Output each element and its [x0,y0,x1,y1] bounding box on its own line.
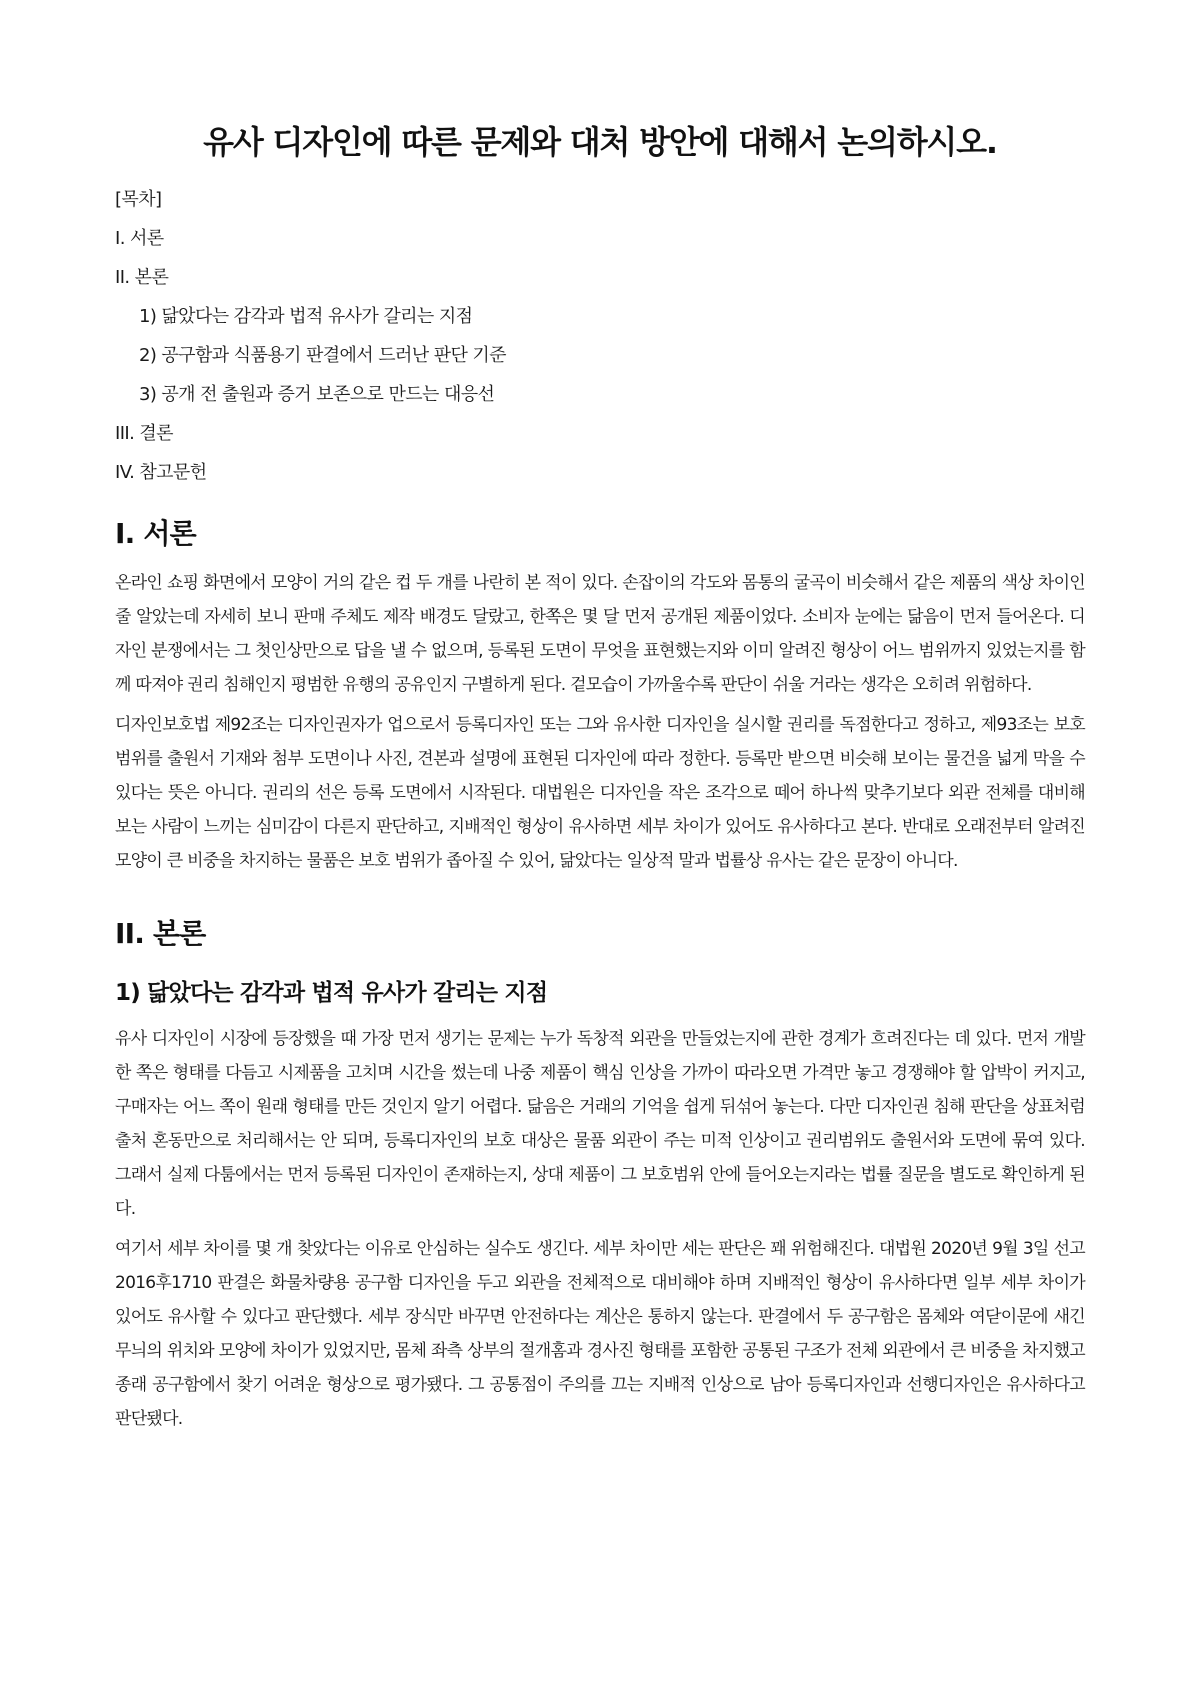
toc-item-body-2: 2) 공구함과 식품용기 판결에서 드러난 판단 기준 [139,345,506,366]
toc-item-conclusion: III. 결론 [115,423,173,444]
subsection-heading-1: 1) 닮았다는 감각과 법적 유사가 갈리는 지점 [115,980,548,1006]
toc-item-body-1: 1) 닮았다는 감각과 법적 유사가 갈리는 지점 [139,306,473,327]
toc-item-references: IV. 참고문헌 [115,462,207,483]
paragraph: 유사 디자인이 시장에 등장했을 때 가장 먼저 생기는 문제는 누가 독창적 외관을 만들었는지에 관한 경계가 흐려진다는 데 있다. 먼저 개발한 쪽은 형태를 다듬고 시제품을 고치며 시간을 썼는데 나중 제품이 핵심 인상을 가까이 따라오면 가격만 놓고 경쟁해야 할 압박이 커지고, 구매자는 어느 쪽이 원래 형태를 만든 것인지 알기 어렵다. 닮음은 거래의 기억을 쉽게 뒤섞어 놓는다. 다만 디자인권 침해 판단을 상표처럼 출처 혼동만으로 처리해서는 안 되며, 등록디자인의 보호 대상은 물품 외관이 주는 미적 인상이고 권리범위도 출원서와 도면에 묶여 있다. 그래서 실제 다툼에서는 먼저 등록된 디자인이 존재하는지, 상대 제품이 그 보호범위 안에 들어오는지라는 법률 질문을 별도로 확인하게 된다. [115,1029,1085,1219]
paragraph: 디자인보호법 제92조는 디자인권자가 업으로서 등록디자인 또는 그와 유사한 디자인을 실시할 권리를 독점한다고 정하고, 제93조는 보호범위를 출원서 기재와 첨부 도면이나 사진, 견본과 설명에 표현된 디자인에 따라 정한다. 등록만 받으면 비슷해 보이는 물건을 넓게 막을 수 있다는 뜻은 아니다. 권리의 선은 등록 도면에서 시작된다. 대법원은 디자인을 작은 조각으로 떼어 하나씩 맞추기보다 외관 전체를 대비해 보는 사람이 느끼는 심미감이 다른지 판단하고, 지배적인 형상이 유사하면 세부 차이가 있어도 유사하다고 본다. 반대로 오래전부터 알려진 모양이 큰 비중을 차지하는 물품은 보호 범위가 좁아질 수 있어, 닮았다는 일상적 말과 법률상 유사는 같은 문장이 아니다. [115,715,1085,871]
toc-item-introduction: I. 서론 [115,228,164,249]
toc-label: [목차] [115,189,162,210]
toc-item-body-3: 3) 공개 전 출원과 증거 보존으로 만드는 대응선 [139,384,495,405]
section-introduction [115,514,1085,878]
section-body [115,914,1085,1436]
section-heading-body: II. 본론 [115,917,206,950]
section-heading-introduction: I. 서론 [115,517,196,550]
document-title: 유사 디자인에 따른 문제와 대처 방안에 대해서 논의하시오. [203,123,997,161]
document-page [115,0,1085,1442]
paragraph: 여기서 세부 차이를 몇 개 찾았다는 이유로 안심하는 실수도 생긴다. 세부 차이만 세는 판단은 꽤 위험해진다. 대법원 2020년 9월 3일 선고 2016후1710 판결은 화물차량용 공구함 디자인을 두고 외관을 전체적으로 대비해야 하며 지배적인 형상이 유사하다면 일부 세부 차이가 있어도 유사할 수 있다고 판단했다. 세부 장식만 바꾸면 안전하다는 계산은 통하지 않는다. 판결에서 두 공구함은 몸체와 여닫이문에 새긴 무늬의 위치와 모양에 차이가 있었지만, 몸체 좌측 상부의 절개홈과 경사진 형태를 포함한 공통된 구조가 전체 외관에서 큰 비중을 차지했고 종래 공구함에서 찾기 어려운 형상으로 평가됐다. 그 공통점이 주의를 끄는 지배적 인상으로 남아 등록디자인과 선행디자인은 유사하다고 판단됐다. [115,1239,1085,1429]
paragraph: 온라인 쇼핑 화면에서 모양이 거의 같은 컵 두 개를 나란히 본 적이 있다. 손잡이의 각도와 몸통의 굴곡이 비슷해서 같은 제품의 색상 차이인 줄 알았는데 자세히 보니 판매 주체도 제작 배경도 달랐고, 한쪽은 몇 달 먼저 공개된 제품이었다. 소비자 눈에는 닮음이 먼저 들어온다. 디자인 분쟁에서는 그 첫인상만으로 답을 낼 수 없으며, 등록된 도면이 무엇을 표현했는지와 이미 알려진 형상이 어느 범위까지 있었는지를 함께 따져야 권리 침해인지 평범한 유행의 공유인지 구별하게 된다. 겉모습이 가까울수록 판단이 쉬울 거라는 생각은 오히려 위험하다. [115,573,1085,695]
table-of-contents [115,188,1085,500]
toc-item-body: II. 본론 [115,267,169,288]
